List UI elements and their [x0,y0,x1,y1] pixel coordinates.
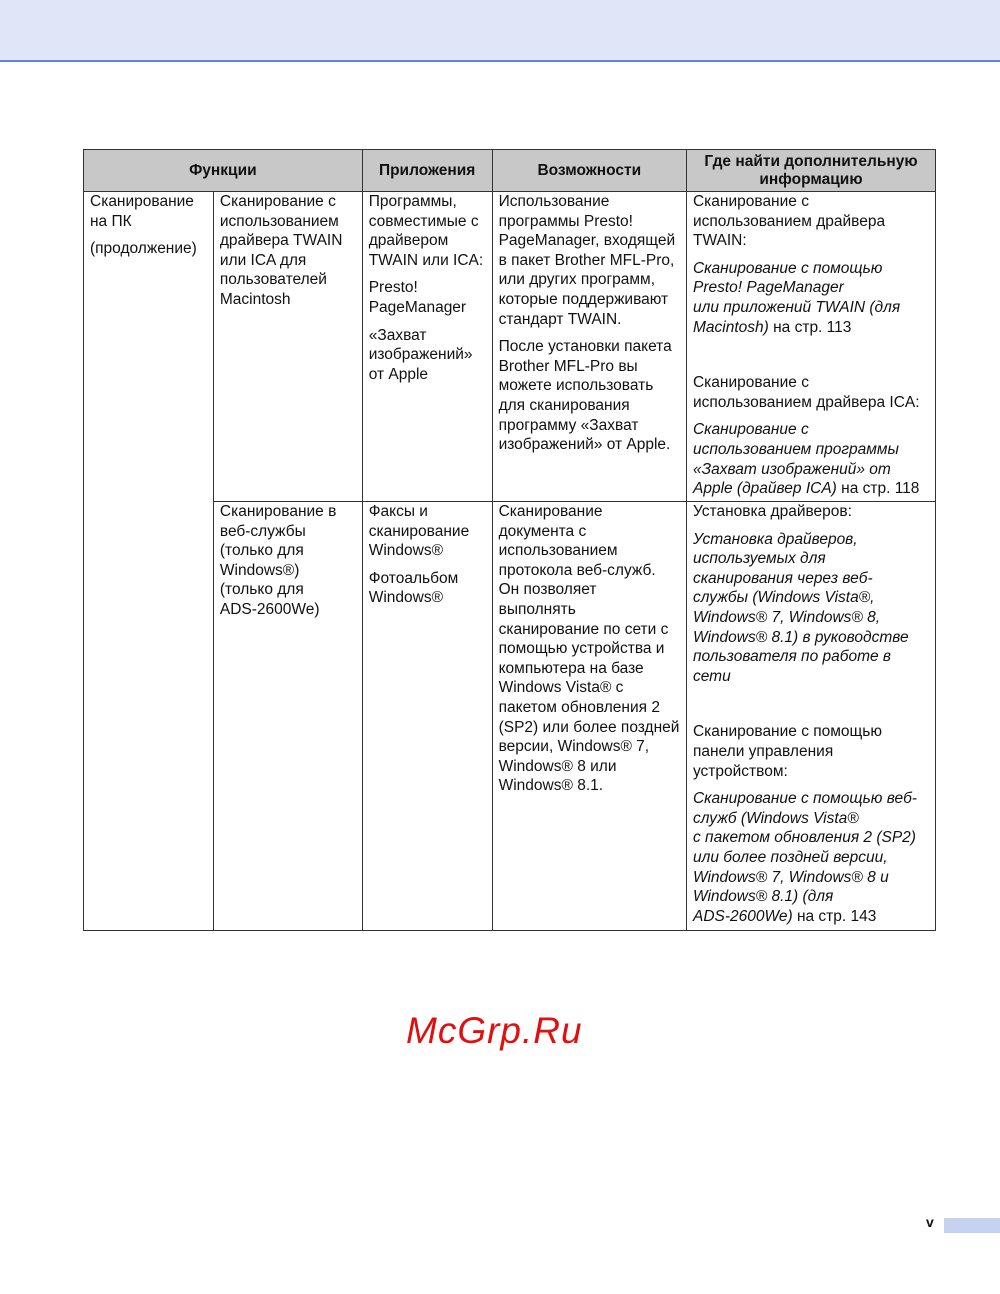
cell-features [492,192,686,502]
info-reference [693,259,929,337]
page-ref: на стр. 118 [836,480,920,498]
reference-link: Сканирование с помощью Presto! PageManager или приложений TWAIN (для Macintosh) [692,259,901,336]
info-text: Установка драйверов: [692,503,852,520]
header-info: Где найти дополнительную информацию [686,150,935,192]
watermark: McGrp.Ru [406,1010,583,1051]
app-text: Фотоальбом Windows® [368,569,459,607]
page-number: v [926,1214,934,1230]
function-continued: (продолжение) [90,240,197,258]
info-reference [693,420,929,498]
functions-table [83,149,936,931]
cell-features [492,502,686,931]
app-text: Presto! PageManager [368,279,467,316]
header-features: Возможности [492,150,686,192]
app-text: Факсы и сканирование Windows® [368,503,470,560]
cell-subfunction [213,192,362,502]
function-name: Сканирование на ПК [90,193,194,230]
header-applications: Приложения [362,150,492,192]
info-reference [693,530,929,687]
cell-info [686,192,935,502]
info-text: Сканирование с помощью панели управления устройством: [692,723,883,780]
feature-text: Сканирование документа с использованием протокола веб-служб. Он позволяет выполнять сканирование по сети с помощью устройства и компьютера на базе Windows Vista® с пакетом обновления 2 (SP2) или более поздней версии, Windows® 7, Windows® 8 или Windows® 8.1. [498,503,680,795]
app-text: Программы, совместимые с драйвером TWAIN или ICA: [368,193,484,269]
feature-text: После установки пакета Brother MFL-Pro вы можете использовать для сканирования программу «Захват изображений» от Apple. [498,338,672,454]
header-band [0,0,1000,62]
subfunction-text: Сканирование в веб-службы (только для Windows®) (только для ADS-2600We) [219,503,337,618]
reference-link: Сканирование с использованием программы «Захват изображений» от Apple (драйвер ICA) [692,421,899,498]
cell-apps [362,502,492,931]
cell-subfunction [213,502,362,931]
page-ref: на стр. 143 [792,907,877,925]
cell-apps [362,192,492,502]
subfunction-text: Сканирование с использованием драйвера TWAIN или ICA для пользователей Macintosh [219,193,343,308]
info-text: Сканирование с использованием драйвера TWAIN: [692,193,886,250]
cell-info [686,502,935,931]
table-header-row [84,150,936,192]
table-row [84,192,936,502]
page-tab-marker [944,1218,1000,1233]
page-ref: на стр. 113 [768,318,852,336]
reference-link: Сканирование с помощью веб- служб (Windows Vista® с пакетом обновления 2 (SP2) или более поздней версии, Windows® 7, Windows® 8 и Windows® 8.1) (для ADS-2600We) [692,790,917,925]
reference-link: Установка драйверов, используемых для сканирования через веб- службы (Windows Vista®, Windows® 7, Windows® 8, Windows® 8.1) в руководстве пользователя по работе в сети [692,530,909,685]
info-reference [693,789,929,926]
cell-function [84,192,214,931]
app-text: «Захват изображений» от Apple [368,326,473,383]
header-functions: Функции [84,150,363,192]
info-text: Сканирование с использованием драйвера ICA: [692,374,920,411]
feature-text: Использование программы Presto! PageManager, входящей в пакет Brother MFL-Pro, или других программ, которые поддерживают стандарт TWAIN. [498,193,676,328]
